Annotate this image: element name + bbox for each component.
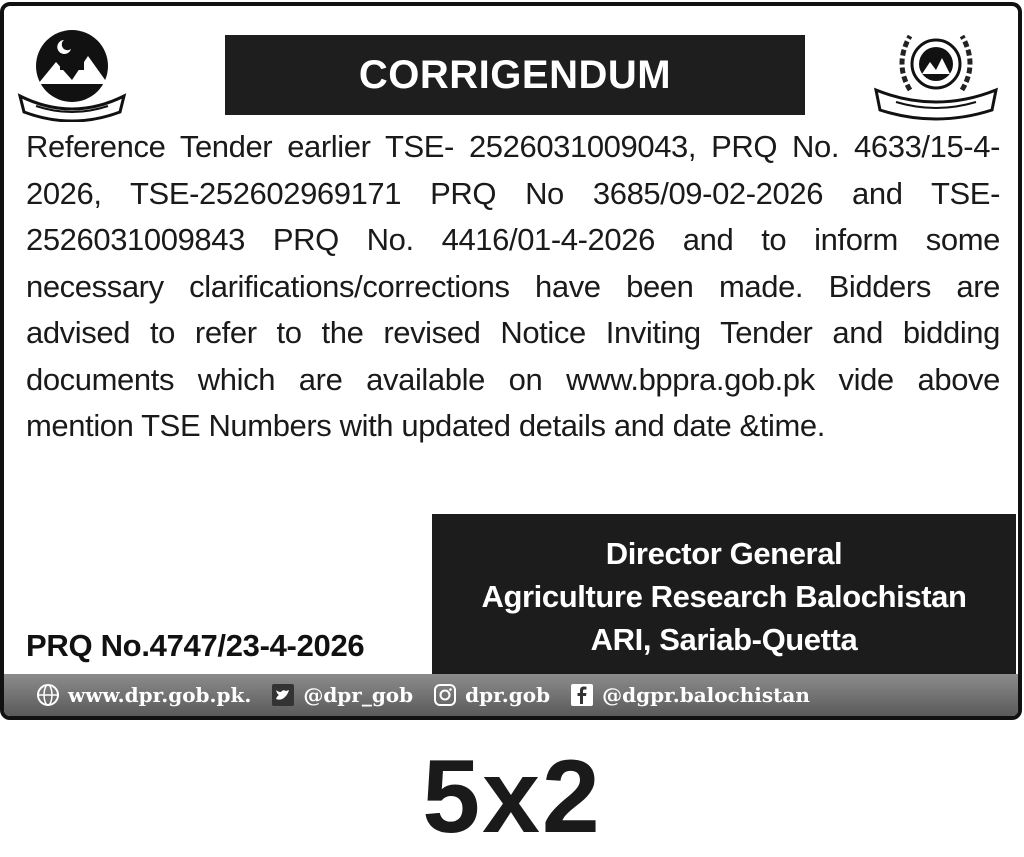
footer-twitter[interactable]: [271, 683, 413, 707]
facebook-icon: [570, 683, 594, 707]
corrigendum-notice: [0, 2, 1022, 720]
notice-body: Reference Tender earlier TSE- 2526031009043, PRQ No. 4633/15-4-2026, TSE-252602969171 PRQ No 3685/09-02-2026 and TSE-2526031009843 PRQ No. 4416/01-4-2026 and to inform some necessary clarifications/corrections have been made. Bidders are advised to refer to the revised Notice Inviting Tender and bidding documents which are available on www.bppra.gob.pk vide above mention TSE Numbers with updated details and date &time.: [26, 129, 1000, 443]
signature-title: Director General: [605, 535, 843, 571]
page-title: CORRIGENDUM: [225, 35, 805, 115]
ad-size-label: 5x2: [422, 739, 602, 855]
footer-website[interactable]: [36, 683, 251, 707]
signature-organization: Agriculture Research Balochistan: [481, 578, 967, 614]
instagram-handle[interactable]: dpr.gob: [465, 683, 551, 707]
footer-bar: [4, 674, 1018, 716]
facebook-handle[interactable]: @dgpr.balochistan: [602, 683, 810, 707]
instagram-icon: [433, 683, 457, 707]
footer-instagram[interactable]: [433, 683, 550, 707]
prq-number: PRQ No.4747/23-4-2026: [26, 628, 365, 663]
dgpr-emblem-icon: [870, 24, 1002, 122]
website-link[interactable]: www.dpr.gob.pk.: [68, 683, 252, 707]
footer-facebook[interactable]: [570, 683, 810, 707]
globe-icon: [36, 683, 60, 707]
signature-block: [432, 514, 1016, 678]
balochistan-emblem-icon: [16, 26, 128, 122]
signature-address: ARI, Sariab-Quetta: [590, 621, 858, 657]
twitter-handle[interactable]: @dpr_gob: [303, 683, 414, 707]
twitter-icon: [271, 683, 295, 707]
